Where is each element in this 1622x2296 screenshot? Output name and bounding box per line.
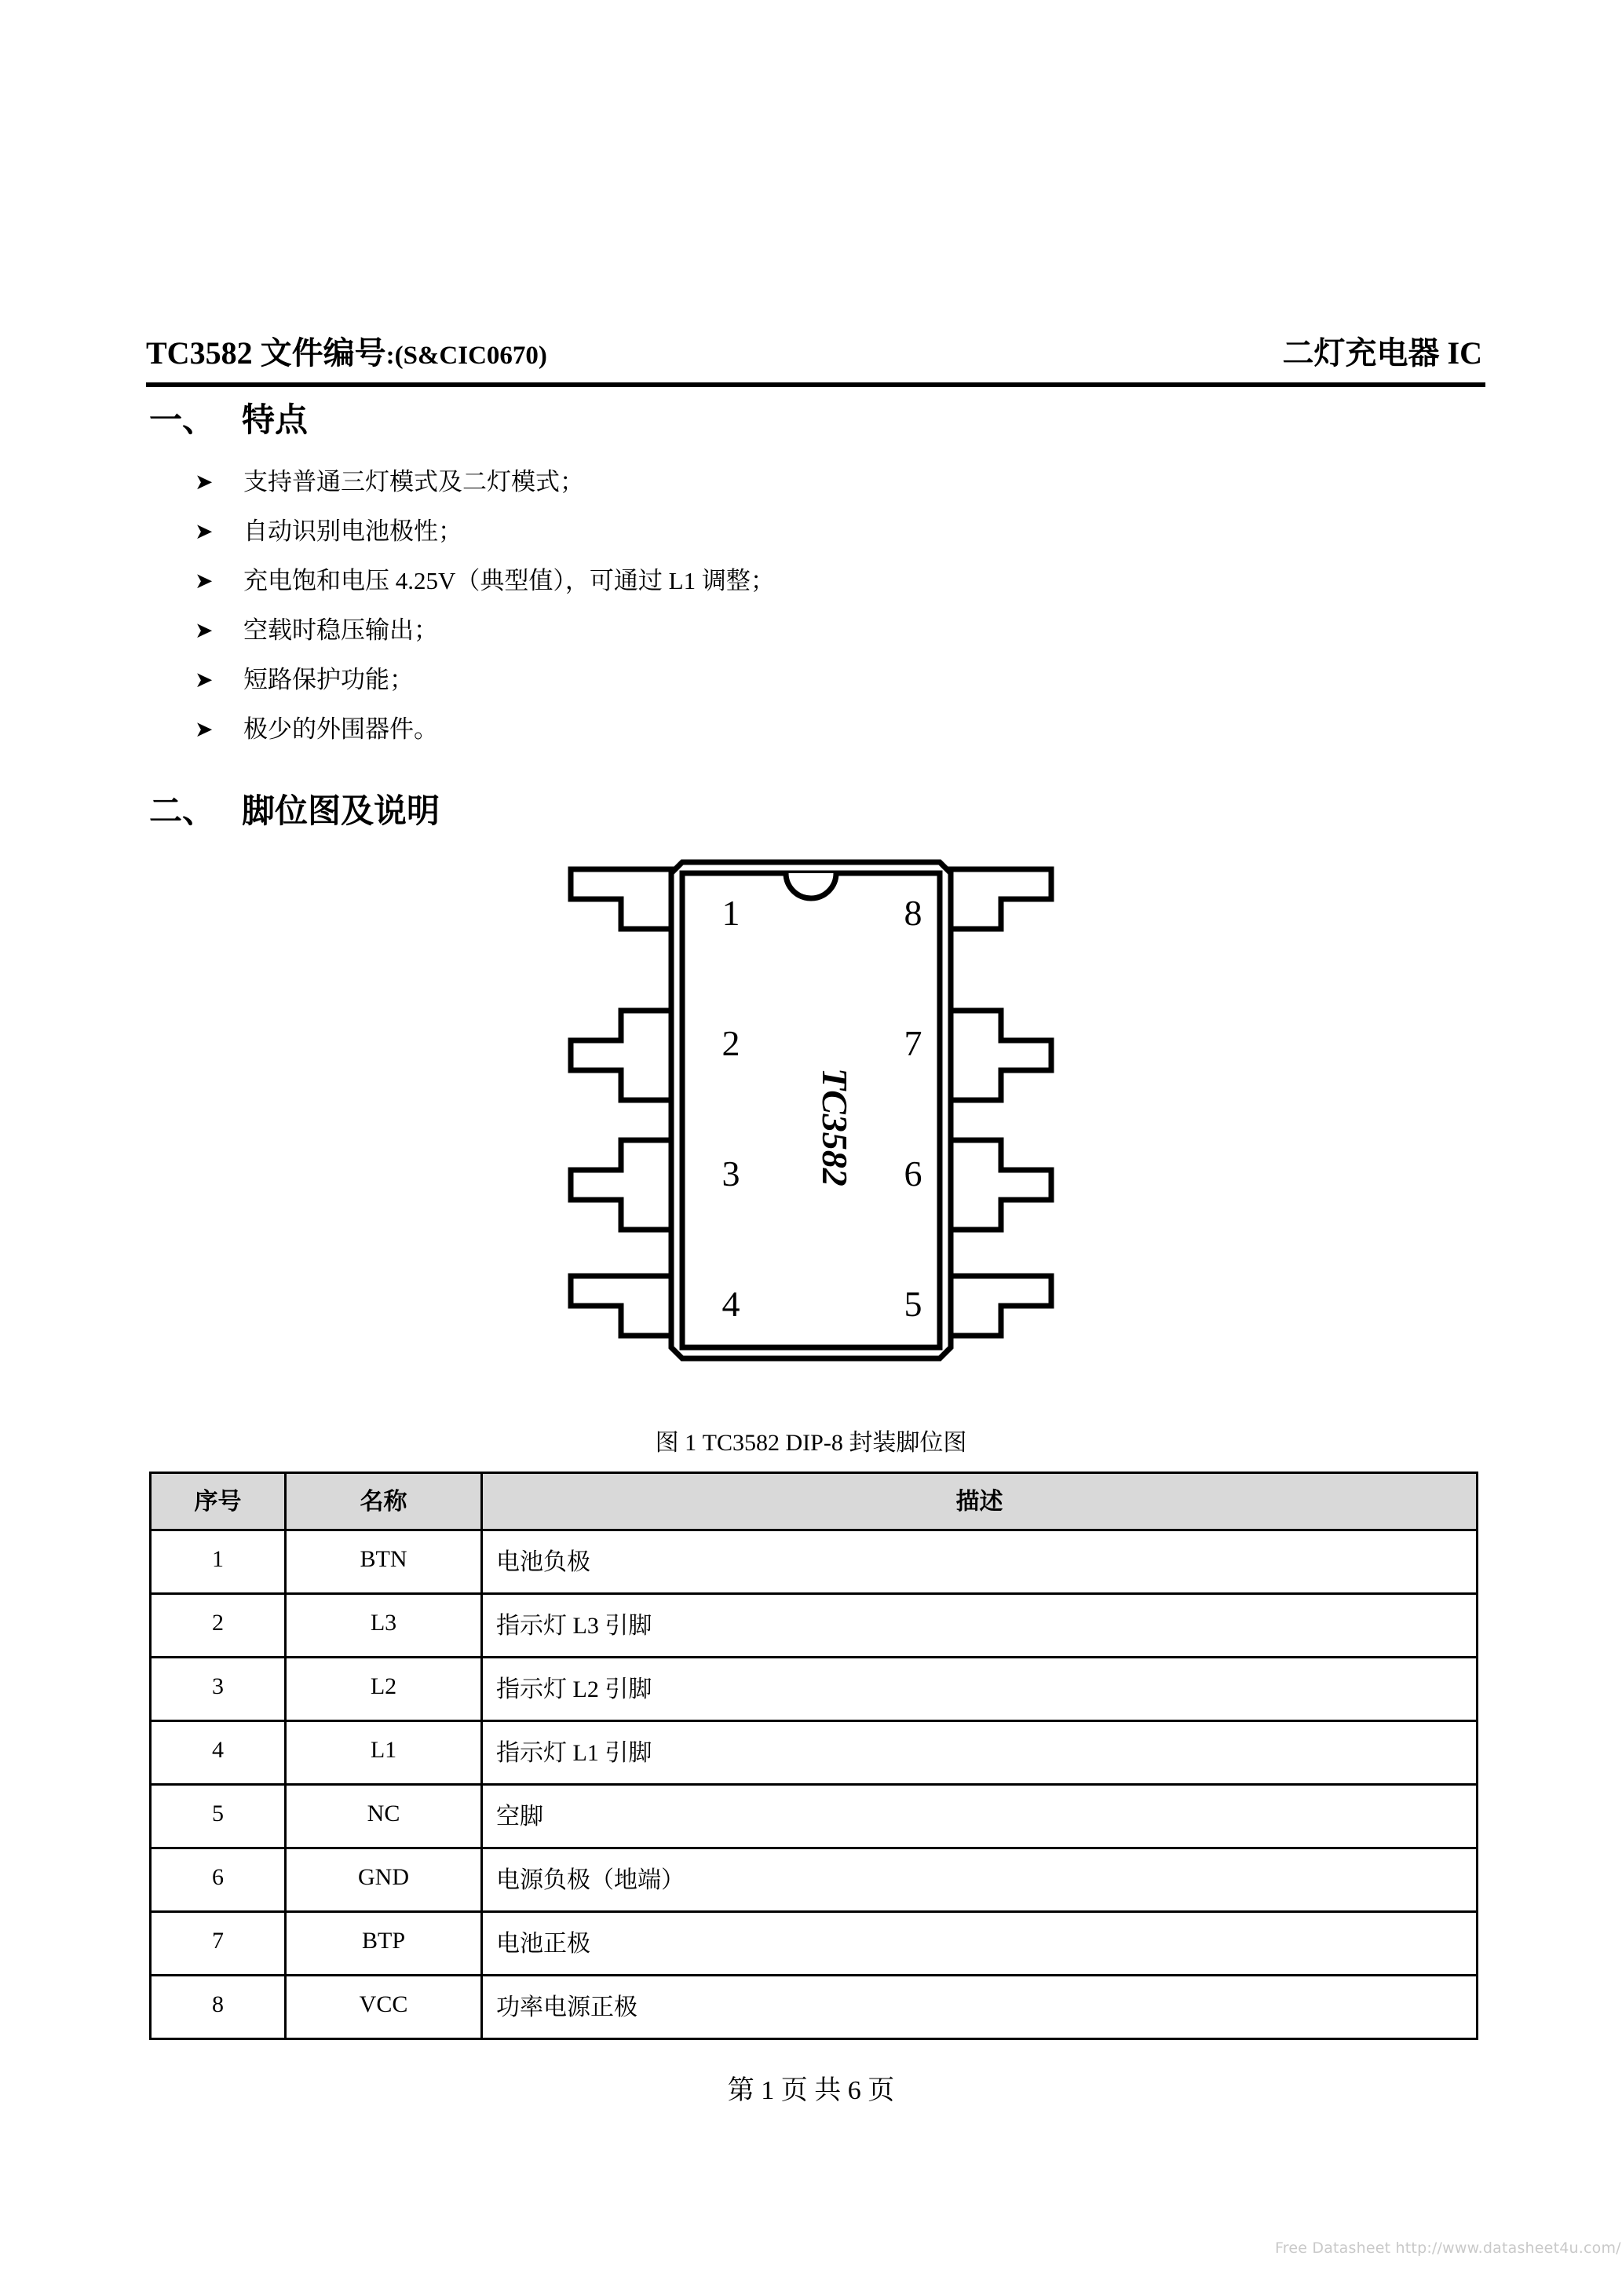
pin-number: 4 xyxy=(721,1284,740,1324)
pin-lead-2-shape xyxy=(571,1011,680,1100)
pin-number: 3 xyxy=(721,1153,740,1194)
cell-pin-name: L1 xyxy=(286,1721,482,1785)
cell-pin-no: 3 xyxy=(151,1658,286,1721)
pin-lead-4-shape xyxy=(571,1276,680,1336)
pin-lead-5-shape xyxy=(942,1276,1051,1336)
cell-pin-desc: 空脚 xyxy=(482,1785,1478,1848)
table-row xyxy=(151,1976,1478,2039)
arrow-bullet-icon: ➤ xyxy=(195,518,214,544)
list-item xyxy=(195,564,1372,613)
arrow-bullet-icon: ➤ xyxy=(195,568,214,594)
cell-pin-desc: 指示灯 L3 引脚 xyxy=(482,1594,1478,1658)
right-pin-leads xyxy=(942,869,1051,1336)
document-header xyxy=(146,328,1485,373)
cell-pin-no: 2 xyxy=(151,1594,286,1658)
cell-pin-name: VCC xyxy=(286,1976,482,2039)
feature-text: 充电饱和电压 4.25V（典型值），可通过 L1 调整； xyxy=(243,567,775,594)
cell-pin-name: L3 xyxy=(286,1594,482,1658)
cell-pin-no: 6 xyxy=(151,1848,286,1912)
cell-pin-no: 5 xyxy=(151,1785,286,1848)
pin-number: 5 xyxy=(904,1284,922,1324)
cell-pin-desc: 电池正极 xyxy=(482,1912,1478,1976)
pin1-notch-icon xyxy=(786,873,836,898)
cell-pin-name: GND xyxy=(286,1848,482,1912)
column-header-no: 序号 xyxy=(151,1473,286,1530)
cell-pin-no: 8 xyxy=(151,1976,286,2039)
left-pin-leads xyxy=(571,869,680,1336)
cell-pin-desc: 电池负极 xyxy=(482,1530,1478,1594)
column-header-name: 名称 xyxy=(286,1473,482,1530)
section-number-2: 二、 xyxy=(149,794,216,830)
list-item xyxy=(195,613,1372,663)
section-title-1: 特点 xyxy=(242,403,309,439)
arrow-bullet-icon: ➤ xyxy=(195,469,214,495)
page-footer: 第 1 页 共 6 页 xyxy=(727,2076,895,2105)
list-item xyxy=(195,712,1372,762)
table-row xyxy=(151,1785,1478,1848)
cell-pin-name: L2 xyxy=(286,1658,482,1721)
section-title-2: 脚位图及说明 xyxy=(242,794,440,830)
package-inner-body xyxy=(682,873,940,1347)
table-row xyxy=(151,1530,1478,1594)
pin-number: 8 xyxy=(904,893,922,933)
cell-pin-no: 1 xyxy=(151,1530,286,1594)
cell-pin-name: BTN xyxy=(286,1530,482,1594)
pin-lead-7-shape xyxy=(942,1011,1051,1100)
pin-lead-8-shape xyxy=(942,869,1051,929)
cell-pin-name: BTP xyxy=(286,1912,482,1976)
figure-caption: 图 1 TC3582 DIP-8 封装脚位图 xyxy=(655,1430,967,1456)
header-doc-code: (S&CIC0670) xyxy=(394,342,547,370)
pinout-figure xyxy=(0,848,1622,1398)
arrow-bullet-icon: ➤ xyxy=(195,617,214,643)
watermark: Free Datasheet http://www.datasheet4u.com/ xyxy=(1275,2239,1621,2257)
section-number-1: 一、 xyxy=(149,403,216,439)
cell-pin-name: NC xyxy=(286,1785,482,1848)
pin-lead-3-shape xyxy=(571,1140,680,1230)
table-row xyxy=(151,1658,1478,1721)
pin-description-table xyxy=(149,1472,1478,2040)
cell-pin-no: 7 xyxy=(151,1912,286,1976)
pin-number: 6 xyxy=(904,1153,922,1194)
header-right-title: 二灯充电器 IC xyxy=(1282,335,1482,371)
cell-pin-desc: 功率电源正极 xyxy=(482,1976,1478,2039)
pin-number: 1 xyxy=(721,893,740,933)
table-header-row xyxy=(151,1473,1478,1530)
header-colon: : xyxy=(385,342,395,370)
dip8-package-diagram xyxy=(552,848,1070,1398)
header-rule xyxy=(146,382,1485,387)
table-row xyxy=(151,1848,1478,1912)
cell-pin-desc: 指示灯 L2 引脚 xyxy=(482,1658,1478,1721)
list-item xyxy=(195,663,1372,712)
cell-pin-desc: 电源负极（地端） xyxy=(482,1848,1478,1912)
table-row xyxy=(151,1721,1478,1785)
list-item xyxy=(195,465,1372,514)
feature-text: 空载时稳压输出； xyxy=(243,616,438,644)
section-heading-pinout xyxy=(149,785,440,832)
list-item xyxy=(195,514,1372,564)
table-row xyxy=(151,1912,1478,1976)
header-part-number: TC3582 文件编号 xyxy=(146,335,386,371)
section-heading-features xyxy=(149,394,308,441)
pin-number: 7 xyxy=(904,1023,922,1063)
feature-text: 短路保护功能； xyxy=(243,666,414,693)
pin-lead-1-shape xyxy=(571,869,680,929)
package-part-marking: TC3582 xyxy=(815,1068,855,1186)
header-left-title xyxy=(146,328,547,373)
arrow-bullet-icon: ➤ xyxy=(195,667,214,693)
pin-lead-6-shape xyxy=(942,1140,1051,1230)
column-header-desc: 描述 xyxy=(482,1473,1478,1530)
table-row xyxy=(151,1594,1478,1658)
arrow-bullet-icon: ➤ xyxy=(195,716,214,742)
feature-text: 极少的外围器件。 xyxy=(243,715,438,743)
cell-pin-no: 4 xyxy=(151,1721,286,1785)
pin-number: 2 xyxy=(721,1023,740,1063)
cell-pin-desc: 指示灯 L1 引脚 xyxy=(482,1721,1478,1785)
feature-text: 支持普通三灯模式及二灯模式； xyxy=(243,468,584,495)
feature-text: 自动识别电池极性； xyxy=(243,517,462,545)
feature-list xyxy=(195,465,1372,762)
